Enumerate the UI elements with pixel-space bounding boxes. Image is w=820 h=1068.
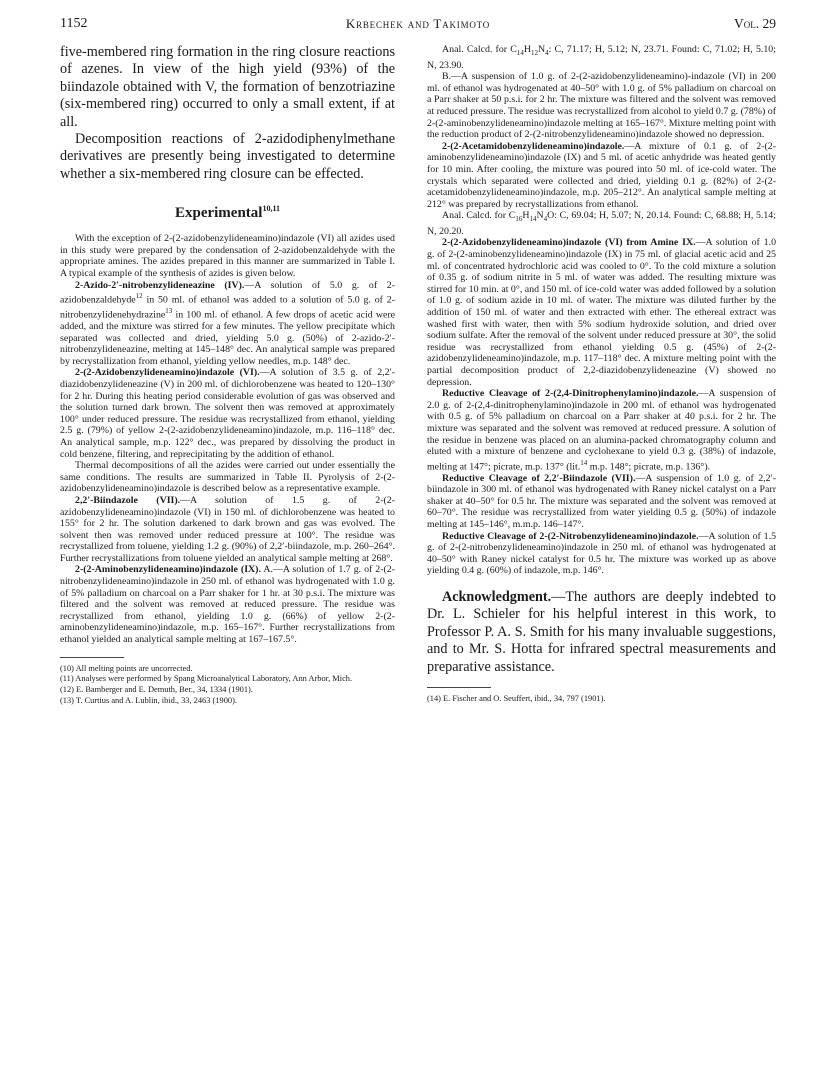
- subscript: 14: [516, 48, 524, 57]
- analysis-text: N: [536, 210, 544, 222]
- section-heading-experimental: [60, 204, 395, 222]
- procedure-text: in 100 ml. of ethanol. A few drops of acetic acid were added, and the mixture was stirred for a few minutes. The yellow precipitate which separated was collected and dried, yielding 5.0 g. (50%) of 2-azido-2′-nitrobenzylideneazine, melting at 145–148° dec. An analytical sample was prepared by recrystallization from ethanol, yielding yellow needles, m.p. 148° dec.: [60, 309, 395, 367]
- analysis-text: O: C, 69.04; H, 5.07; N, 20.14. Found: C, 68.88; H, 5.14; N, 20.20.: [427, 210, 776, 237]
- subscript: 16: [515, 215, 523, 224]
- subscript: 4: [545, 48, 549, 57]
- subscript: 14: [529, 215, 537, 224]
- acknowledgment-heading: Acknowledgment.: [442, 588, 552, 605]
- procedure-azidobenzylideneamino-indazole: [60, 367, 395, 460]
- procedure-text: —A solution of 5.0 g. of 2-azidobenzaldehyde: [60, 279, 395, 306]
- procedure-biindazole: [60, 495, 395, 565]
- left-column: [60, 44, 395, 707]
- procedure-b: B.—A suspension of 1.0 g. of 2-(2-azidobenzylideneamino)-indazole (VI) in 200 ml. of ethanol was hydrogenated at 40–50° with 1.0 g. of 5% palladium on charcoal on a Parr shaker at 50 p.s.i. for 2 hr. The mixture was filtered and the solvent was removed at reduced pressure. The residue was recrystallized from alcohol to yield 0.7 g. (78%) of 2-(2-aminobenzylideneamino)indazole melting at 165–167°. Mixture melting point with the reduction product of 2-(2-nitrobenzylideneamino)indazole showed no depression.: [427, 71, 776, 141]
- footnote: (10) All melting points are uncorrected.: [60, 663, 193, 673]
- acknowledgment: [427, 589, 776, 676]
- procedure-text: —A mixture of 0.1 g. of 2-(2-aminobenzylideneamino)indazole (IX) and 5 ml. of acetic anhydride was heated gently for 10 min. After cooling, the mixture was poured into 50 ml. of ice-cold water. The crystals which separated were collected and dried, yielding 0.1 g. (82%) of 2-(2-acetamidobenzylideneamino)indazole, m.p. 205–212°. An analytical sample melting at 212° was prepared by recrystallizations from ethanol.: [427, 140, 776, 210]
- footnote: (13) T. Curtius and A. Lublin, ibid., 33, 2463 (1900).: [60, 696, 237, 706]
- procedure-text: —A suspension of 1.0 g. of 2,2′-biindazole in 300 ml. of ethanol was hydrogenated with Raney nickel catalyst on a Parr shaker at 40–50° for 0.5 hr. The mixture was separated and the solvent was removed at 60–70°. The residue was recrystallized from water yielding 0.5 g. (50%) of indazole melting at 145–146°, m.m.p. 146–147°.: [427, 472, 776, 530]
- intro-paragraph-2: Decomposition reactions of 2-azidodiphenylmethane derivatives are presently being investigated to determine whether a six-membered ring closure can be effected.: [60, 131, 395, 182]
- procedure-aminobenzylideneamino-indazole: [60, 564, 395, 645]
- procedure-azide-from-amine: [427, 237, 776, 388]
- procedure-heading: Reductive Cleavage of 2-(2,4-Dinitrophenylamino)indazole.: [442, 388, 699, 400]
- procedure-heading: 2-(2-Acetamidobenzylideneamino)indazole.: [442, 140, 625, 152]
- footnote-ref: 13: [165, 307, 173, 316]
- procedure-text: —A solution of 3.5 g. of 2,2′-diazidobenzylideneazine (V) in 200 ml. of dichlorobenzene was heated to 120–130° for 2 hr. During this heating period considerable evolution of gas was observed and the solution turned dark brown. The solvent then was removed at approximately 100° under reduced pressure. The residue was recrystallized from ethanol, yielding 2.5 g. (79%) of yellow 2-(2-azidobenzylideneamino)indazole, m.p. 116–118° dec. An analytical sample, m.p. 122° dec., was prepared by dissolving the product in cold benzene, filtering, and reprecipitating by the addition of ethanol.: [60, 367, 395, 460]
- procedure-cleavage-biindazole: [427, 473, 776, 531]
- procedure-acetamido: [427, 141, 776, 211]
- footnote-ref: 14: [580, 458, 588, 467]
- subscript: 4: [543, 215, 548, 224]
- acknowledgment-text: —The authors are deeply indebted to Dr. L. Schieler for his helpful interest in this work, to Professor P. A. S. Smith for his many invaluable suggestions, and to Mr. S. Hotta for infrared spectral measurements and preparative assistance.: [427, 588, 776, 675]
- running-header: [60, 16, 776, 36]
- procedure-text: —A solution of 1.0 g. of 2-(2-aminobenzylideneamino)indazole (IX) in 75 ml. of glacial acetic acid and 25 ml. of concentrated hydrochloric acid was cooled to 0°. To the cold mixture a solution of 0.35 g. of sodium nitrite in 5 ml. of water was added. The resulting mixture was stirred for 10 min. at 0°, and 150 ml. of ice-cold water was added followed by a solution of 1.0 g. of sodium azide in 10 ml. of water. The mixture was diluted further by the addition of 150 ml. of water and then extracted with ether. The ethereal extract was washed first with water, then with 5% sodium hydroxide solution, and dried over sodium sulfate. After the removal of the solvent under reduced pressure at 30°, the solid residue was recrystallized from ethanol yielding 0.5 g. (45%) of 2-(2-azidobenzylideneamino)indazole, m.p. 117–118° dec. A mixture melting point with the partial decomposition product of 2,2-diazidobenzylideneazine (V) showed no depression.: [427, 237, 777, 388]
- footnote: (14) E. Fischer and O. Seuffert, ibid., 34, 797 (1901).: [427, 693, 606, 703]
- analysis-text: : C, 71.17; H, 5.12; N, 23.71. Found: C, 71.02; H, 5.10; N, 23.90.: [427, 44, 776, 71]
- analysis-text: H: [523, 44, 531, 55]
- intro-paragraph-1: five-membered ring formation in the ring closure reactions of azenes. In view of the high yield (93%) of the biindazole obtained with V, the formation of benzotriazine (six-membered ring) occurred to only a small extent, if at all.: [60, 44, 395, 130]
- procedure-heading: 2,2′-Biindazole (VII).: [75, 494, 181, 506]
- procedure-cleavage-dinitrophenylamino: [427, 388, 776, 472]
- footnotes-left: [60, 664, 395, 707]
- procedure-azido-nitrobenzylideneazine: [60, 280, 395, 368]
- section-footnote-ref: 10,11: [262, 204, 281, 214]
- analysis-2: [427, 210, 776, 237]
- procedure-heading: 2-(2-Aminobenzylideneamino)indazole (IX).: [75, 564, 261, 576]
- section-title: Experimental: [174, 205, 263, 222]
- procedure-heading: 2-(2-Azidobenzylideneamino)indazole (VI) from Amine IX.: [442, 237, 696, 249]
- page-number: 1152: [60, 16, 88, 31]
- footnote-ref: 12: [135, 292, 143, 301]
- procedure-text: A.—A solution of 1.7 g. of 2-(2-nitrobenzylideneamino)indazole in 250 ml. of ethanol was hydrogenated with 1.0 g. of 5% palladium on charcoal on a Parr shaker for 1 hr. at 30 p.s.i. The mixture was filtered and the solvent was removed at reduced pressure. The residue was recrystallized from ethanol, yielding 1.0 g. (66%) of yellow 2-(2-aminobenzylideneamino)indazole, m.p. 165–167°. Further recrystallizations from ethanol yielded an analytical sample melting at 167–167.5°.: [60, 564, 396, 646]
- procedure-text: —A solution of 1.5 g. of 2-(2-azidobenzylideneamino)indazole (VI) in 150 ml. of dichlorobenzene was heated to 155° for 2 hr. The solution darkened to dark brown and gas was evolved. The solvent then was removed under reduced pressure at 100°. The residue was recrystallized from toluene, yielding 1.2 g. (90%) of 2,2′-biindazole, m.p. 260–264°. Further recrystallizations from toluene yielded an analytical sample melting at 268°.: [60, 494, 395, 564]
- procedure-text: —A solution of 1.5 g. of 2-(2-nitrobenzylideneamino)indazole in 250 ml. of ethanol was hydrogenated at 40–50° with Raney nickel catalyst for 0.5 hr. The mixture was worked up as above yielding 0.4 g. (60%) of indazole, m.p. 146°.: [427, 530, 777, 577]
- analysis-1: [427, 44, 776, 71]
- experimental-paragraph-thermal: Thermal decompositions of all the azides were carried out under essentially the same conditions. The results are summarized in Table II. Pyrolysis of 2-(2-azidobenzylideneamino)indazole is described below as a representative example.: [60, 460, 395, 495]
- procedure-heading: 2-Azido-2′-nitrobenzylideneazine (IV).: [75, 279, 245, 291]
- procedure-heading: 2-(2-Azidobenzylideneamino)indazole (VI).: [75, 367, 260, 379]
- analysis-text: H: [522, 210, 530, 222]
- subscript: 12: [530, 48, 538, 57]
- procedure-cleavage-nitrobenzylideneamino: [427, 531, 776, 577]
- volume-label: Vol. 29: [734, 16, 776, 31]
- procedure-text: in 50 ml. of ethanol was added to a solution of 5.0 g. of 2-nitrobenzylidenehydrazine: [60, 294, 395, 321]
- footnote: (12) E. Bamberger and E. Demuth, Ber., 34, 1334 (1901).: [60, 685, 253, 695]
- footnote: (11) Analyses were performed by Spang Microanalytical Laboratory, Ann Arbor, Mich.: [60, 674, 353, 684]
- procedure-text: m.p. 148°; picrate, m.p. 136°).: [587, 461, 711, 473]
- footnote-divider: [427, 687, 491, 688]
- procedure-heading: Reductive Cleavage of 2-(2-Nitrobenzylideneamino)indazole.: [442, 530, 699, 542]
- running-title: Krbechek and Takimoto: [345, 16, 491, 31]
- footnote-divider: [60, 657, 124, 658]
- procedure-text: —A suspension of 2.0 g. of 2-(2,4-dinitrophenylamino)indazole in 200 ml. of ethanol was hydrogenated with 0.5 g. of 5% palladium on charcoal on a Parr shaker at 40 p.s.i. for 2 hr. The mixture was separated and the solvent was removed at reduced pressure. A solution of the residue in benzene was placed on an alumina-packed chromatography column and eluted with a mixture of benzene and cyclohexane to yield 0.3 g. (38%) of indazole, melting at 147°; picrate, m.p. 137° (lit.: [427, 388, 776, 473]
- procedure-heading: Reductive Cleavage of 2,2′-Biindazole (VII).: [442, 472, 636, 484]
- right-column: [427, 44, 776, 705]
- analysis-text: N: [537, 44, 546, 55]
- analysis-text: Anal. Calcd. for C: [442, 210, 516, 222]
- analysis-text: Anal. Calcd. for C: [442, 44, 517, 55]
- experimental-paragraph-1: With the exception of 2-(2-azidobenzylideneamino)indazole (VI) all azides used in this study were prepared by the condensation of 2-azidobenzaldehyde with the appropriate amines. The azides prepared in this manner are summarized in Table I. A typical example of the synthesis of azides is given below.: [60, 233, 395, 280]
